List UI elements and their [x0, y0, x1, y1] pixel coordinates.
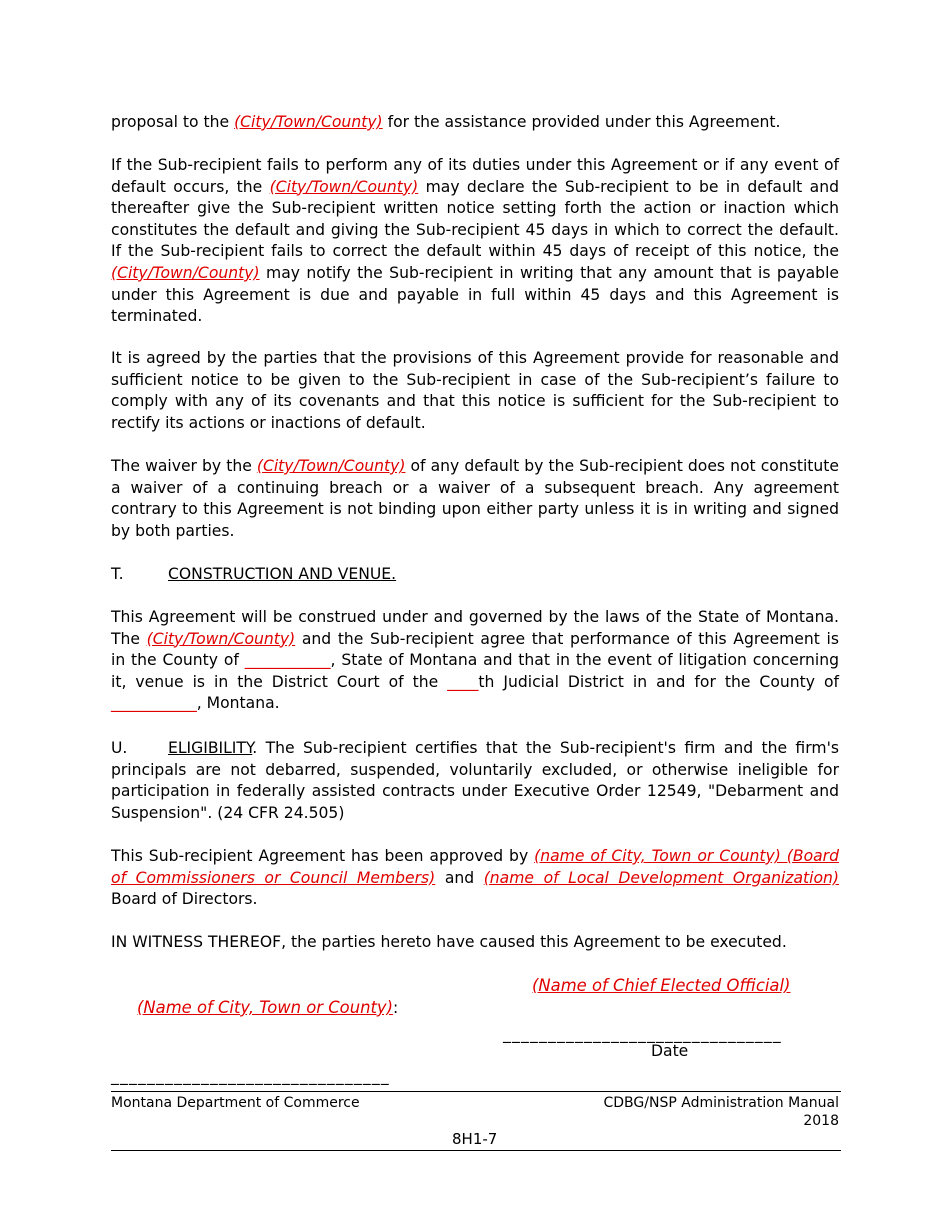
text: and the Sub-recipient agree that performance of this Agreement is in the County of — [111, 629, 839, 670]
placeholder-city-town-county: (City/Town/County) — [111, 263, 260, 282]
footer-manual-title: CDBG/NSP Administration Manual — [603, 1095, 839, 1111]
footer-bottom-rule — [111, 1150, 841, 1151]
chief-elected-official-placeholder: (Name of Chief Elected Official) — [532, 976, 791, 995]
signature-line-right: _______________________________ — [503, 1025, 782, 1043]
placeholder-local-development-organization: (name of Local Development Organization) — [483, 868, 839, 887]
paragraph-proposal — [111, 112, 839, 134]
text: , Montana. — [196, 694, 280, 713]
county-blank: ___________ — [244, 651, 331, 670]
text: and — [435, 868, 484, 887]
text: may declare the Sub-recipient to be in default and thereafter give the Sub-recipient written notice setting forth the action or inaction which constitutes the default and giving the Sub-recipient 45 days in which to correct the default. If the Sub-recipient fails to correct the default within 45 days of receipt of this notice, the — [111, 177, 839, 261]
text: th Judicial District in and for the County of — [478, 672, 839, 691]
date-label: Date — [651, 1042, 689, 1060]
text: This Agreement will be construed under and governed by the laws of the State of Montana. The — [111, 608, 839, 648]
section-number: U. — [111, 739, 128, 757]
signature-line-left: _______________________________ — [111, 1067, 390, 1085]
city-town-county-placeholder: (Name of City, Town or County) — [137, 998, 394, 1017]
paragraph-venue — [111, 607, 839, 715]
text: of any default by the Sub-recipient does not constitute a waiver of a continuing breach or a waiver of a subsequent breach. Any agreement contrary to this Agreement is not binding upon either party unless it is in writing and signed by both parties. — [111, 457, 839, 540]
paragraph-default — [111, 155, 839, 328]
placeholder-city-town-county: (City/Town/County) — [256, 457, 406, 475]
placeholder-city-town-county: (City/Town/County) — [269, 177, 419, 196]
placeholder-city-town-county: (City/Town/County) — [234, 113, 383, 131]
text: Board of Directors. — [111, 890, 258, 909]
section-heading-t — [111, 564, 396, 586]
paragraph-notice: It is agreed by the parties that the provisions of this Agreement provide for reasonable and sufficient notice to be given to the Sub-recipient in case of the Sub-recipient’s failure to comply with any of its covenants and that this notice is sufficient for the Sub-recipient to rectify its actions or inactions of default. — [111, 349, 839, 432]
text: for the assistance provided under this Agreement. — [382, 113, 781, 131]
paragraph-eligibility — [111, 738, 839, 824]
footer-department: Montana Department of Commerce — [111, 1095, 360, 1111]
footer-top-rule — [111, 1091, 841, 1092]
text: : — [393, 999, 399, 1017]
text: The waiver by the — [111, 457, 257, 475]
district-blank: ____ — [447, 672, 479, 691]
section-title: CONSTRUCTION AND VENUE. — [168, 565, 397, 583]
paragraph-witness: IN WITNESS THEREOF, the parties hereto have caused this Agreement to be executed. — [111, 933, 787, 951]
section-number: T. — [111, 565, 124, 583]
text: , State of Montana and that in the event of litigation concerning it, venue is in the District Court of the — [111, 651, 840, 691]
placeholder-approving-body: (name of City, Town or County) (Board of Commissioners or Council Members) — [111, 847, 839, 887]
footer-year: 2018 — [803, 1113, 839, 1129]
paragraph-waiver — [111, 456, 839, 542]
placeholder-city-town-county: (City/Town/County) — [146, 629, 296, 648]
city-name-line — [137, 997, 398, 1020]
page-number: 8H1-7 — [452, 1130, 498, 1148]
paragraph-approval — [111, 846, 839, 911]
text: . The Sub-recipient certifies that the Sub-recipient's firm and the firm's principals are not debarred, suspended, voluntarily excluded, or otherwise ineligible for participation in federally assisted contracts under Executive Order 12549, "Debarment and Suspension". (24 CFR 24.505) — [111, 739, 839, 822]
text: This Sub-recipient Agreement has been approved by — [111, 847, 535, 865]
text: may notify the Sub-recipient in writing that any amount that is payable under this Agreement is due and payable in full within 45 days and this Agreement is terminated. — [111, 263, 839, 326]
section-title: ELIGIBILITY — [168, 739, 253, 757]
text: If the Sub-recipient fails to perform any of its duties under this Agreement or if any event of default occurs, the — [111, 156, 839, 196]
county-blank: ___________ — [111, 694, 197, 713]
text: proposal to the — [111, 113, 235, 131]
